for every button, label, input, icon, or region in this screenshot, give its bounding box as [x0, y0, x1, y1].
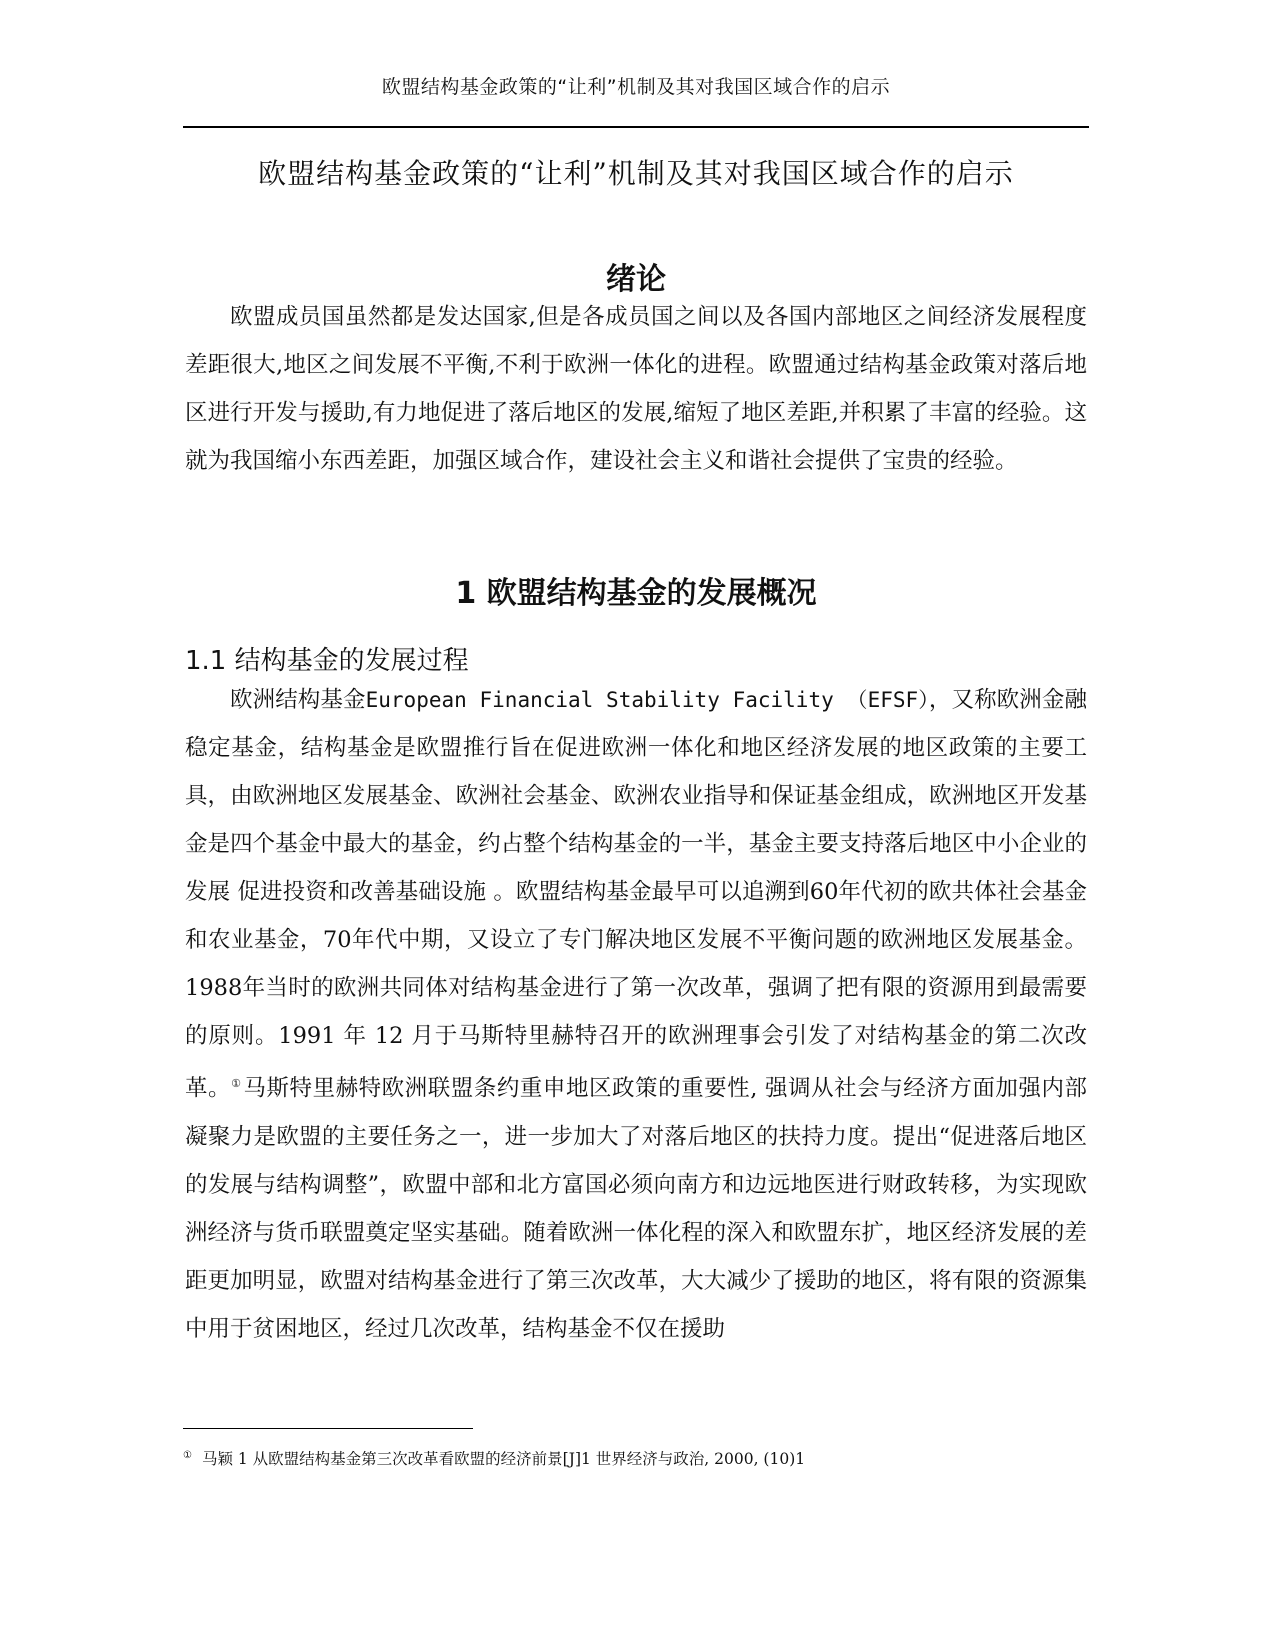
running-header: 欧盟结构基金政策的“让利”机制及其对我国区域合作的启示: [381, 76, 891, 98]
footnote-text: 马颖 1 从欧盟结构基金第三次改革看欧盟的经济前景[J]1 世界经济与政治, 2000, (10)1: [201, 1450, 806, 1468]
english-term: European Financial Stability Facility （EFSF）: [365, 688, 929, 712]
footnote: [183, 1447, 1089, 1469]
header-divider: [183, 126, 1089, 128]
footnote-divider: [183, 1428, 473, 1429]
intro-paragraph: 欧盟成员国虽然都是发达国家,但是各成员国之间以及各国内部地区之间经济发展程度差距很大,地区之间发展不平衡,不利于欧洲一体化的进程。欧盟通过结构基金政策对落后地区进行开发与援助,有力地促进了落后地区的发展,缩短了地区差距,并积累了丰富的经验。这就为我国缩小东西差距，加强区域合作，建设社会主义和谐社会提供了宝贵的经验。: [185, 304, 1087, 474]
document-title: 欧盟结构基金政策的“让利”机制及其对我国区域合作的启示: [258, 157, 1014, 190]
footnote-mark: ①: [183, 1449, 192, 1461]
para-part2: 马斯特里赫特欧洲联盟条约重申地区政策的重要性, 强调从社会与经济方面加强内部凝聚力是欧盟的主要任务之一，进一步加大了对落后地区的扶持力度。提出“促进落后地区的发展与结构调整”，欧盟中部和北方富国必须向南方和边远地医进行财政转移，为实现欧洲经济与货币联盟奠定坚实基础。随着欧洲一体化程的深入和欧盟东扩，地区经济发展的差距更加明显，欧盟对结构基金进行了第三次改革，大大减少了援助的地区，将有限的资源集中用于贫困地区，经过几次改革，结构基金不仅在援助: [185, 1075, 1087, 1342]
para-part1: ，又称欧洲金融稳定基金，结构基金是欧盟推行旨在促进欧洲一体化和地区经济发展的地区政策的主要工具，由欧洲地区发展基金、欧洲社会基金、欧洲农业指导和保证基金组成，欧洲地区开发基金是四个基金中最大的基金，约占整个结构基金的一半，基金主要支持落后地区中小企业的发展 促进投资和改善基础设施 。欧盟结构基金最早可以追溯到60年代初的欧共体社会基金和农业基金，70年代中期，又设立了专门解决地区发展不平衡问题的欧洲地区发展基金。1988年当时的欧洲共同体对结构基金进行了第一次改革，强调了把有限的资源用到最需要的原则。1991 年 12 月于马斯特里赫特召开的欧洲理事会引发了对结构基金的第二次改革。: [185, 687, 1087, 1102]
para-lead: 欧洲结构基金: [230, 687, 366, 713]
subsection-heading: 1.1 结构基金的发展过程: [185, 646, 469, 676]
section-heading: 1 欧盟结构基金的发展概况: [455, 576, 817, 611]
body-paragraph: [185, 676, 1087, 1353]
footnote-reference[interactable]: ①: [231, 1077, 242, 1090]
intro-heading: 绪论: [606, 262, 666, 297]
